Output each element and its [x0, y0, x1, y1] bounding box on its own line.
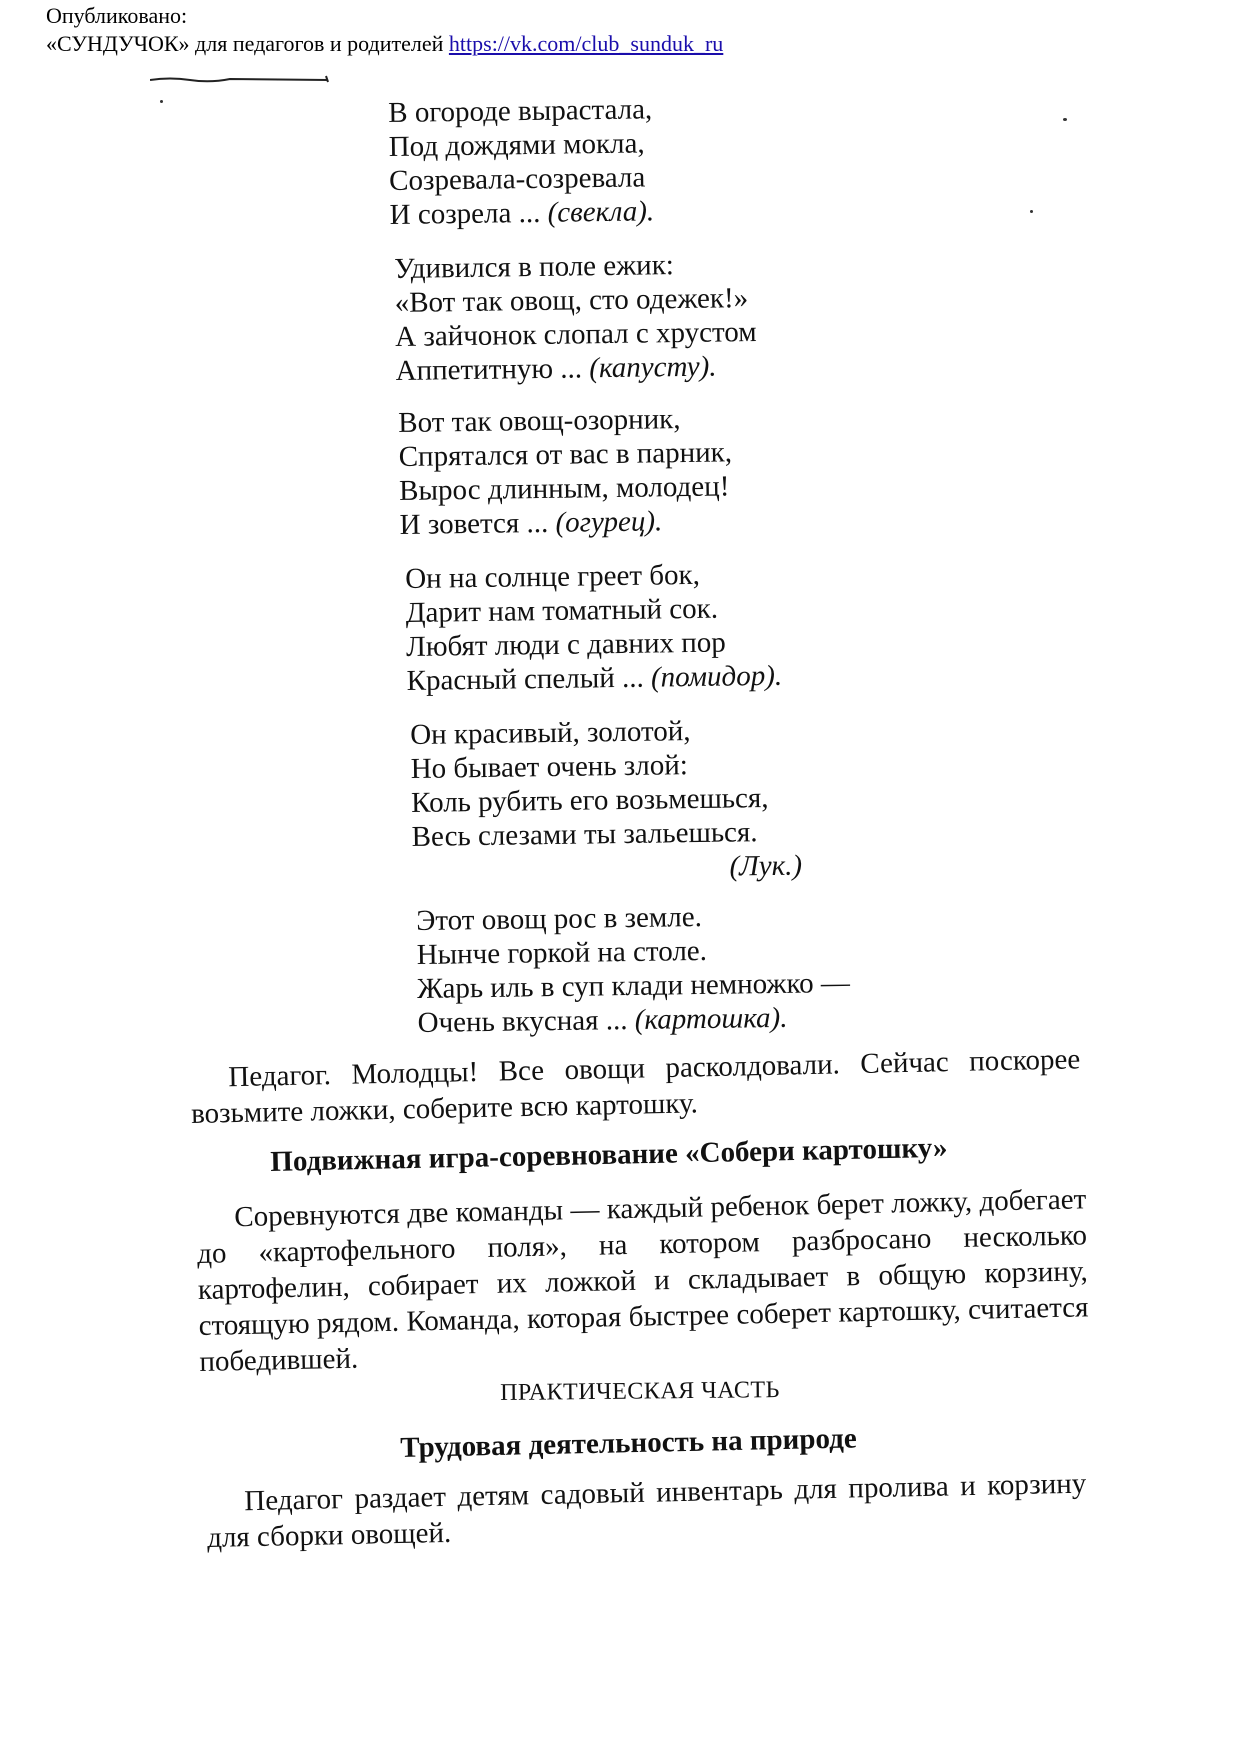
- riddle-line: Аппетитную ...: [395, 352, 583, 387]
- riddle-line: Удивился в поле ежик:: [394, 249, 675, 285]
- riddle-line: Он на солнце греет бок,: [405, 558, 701, 595]
- riddle-line: Спрятался от вас в парник,: [398, 436, 733, 473]
- riddle-line: Вырос длинным, молодец!: [398, 470, 730, 507]
- riddle-line: Но бывает очень злой:: [410, 749, 689, 785]
- game-paragraph: Соревнуются две команды — каждый ребенок берет ложку, добегает до «картофельного поля», на котором разбросано несколько картофелин, собирает их ложкой и складывает в общую корзину, стоящую рядом. Команда, которая быстрее соберет картошку, считается победившей.: [196, 1183, 1089, 1378]
- pen-scribble-mark: [150, 74, 330, 86]
- riddle-answer: (Лук.): [729, 849, 803, 883]
- riddle-line: Созревала-созревала: [388, 161, 646, 197]
- riddle-stanza: [416, 898, 851, 1040]
- group-link[interactable]: https://vk.com/club_sunduk_ru: [448, 31, 724, 56]
- riddle-line: Весь слезами ты зальешься.: [411, 816, 758, 853]
- riddle-line: Он красивый, золотой,: [410, 715, 691, 751]
- riddle-line: А зайчонок слопал с хрустом: [394, 315, 757, 353]
- riddle-line: И зовется ...: [399, 506, 549, 541]
- riddle-line: Вот так овощ-озорник,: [398, 403, 681, 439]
- practical-heading: ПРАКТИЧЕСКАЯ ЧАСТЬ: [500, 1377, 781, 1406]
- riddle-line: Коль рубить его возьмешься,: [410, 782, 769, 819]
- publication-header: [46, 2, 723, 58]
- riddle-line: Нынче горкой на столе.: [416, 934, 708, 971]
- riddle-line: Жарь иль в суп клади немножко —: [416, 966, 851, 1005]
- group-name: «СУНДУЧОК» для педагогов и родителей: [46, 31, 444, 56]
- riddle-answer: (помидор).: [650, 659, 783, 694]
- riddle-stanza: [410, 713, 802, 888]
- riddle-answer: (капусту).: [589, 350, 717, 385]
- riddle-line: Очень вкусная ...: [417, 1004, 628, 1039]
- game-heading: Подвижная игра-соревнование «Собери картошку»: [270, 1131, 948, 1178]
- riddle-line: Дарит нам томатный сок.: [405, 592, 719, 629]
- riddle-line: Красный спелый ...: [406, 661, 644, 697]
- scan-speck: [1030, 210, 1033, 213]
- riddle-line: Этот овощ рос в земле.: [416, 901, 703, 937]
- riddle-stanza: [388, 92, 654, 232]
- riddle-line: В огороде вырастала,: [388, 93, 653, 129]
- publisher-line: [46, 30, 723, 58]
- riddle-answer: (картошка).: [634, 1001, 788, 1036]
- teacher-paragraph: Педагог. Молодцы! Все овощи расколдовали. Сейчас поскорее возьмите ложки, соберите всю картошку.: [190, 1043, 1081, 1130]
- scan-speck: [1063, 118, 1067, 121]
- riddle-stanza: [394, 247, 757, 388]
- scan-speck: [160, 100, 163, 103]
- riddle-stanza: [405, 557, 782, 698]
- riddle-line: «Вот так овощ, сто одежек!»: [394, 282, 749, 319]
- riddle-answer: (свекла).: [547, 195, 655, 229]
- riddle-line: И созрела ...: [389, 196, 541, 231]
- published-label: Опубликовано:: [46, 3, 188, 28]
- riddle-answer: (огурец).: [555, 505, 663, 539]
- riddle-stanza: [398, 401, 733, 542]
- riddle-line: Под дождями мокла,: [388, 127, 645, 163]
- riddle-line: Любят люди с давних пор: [405, 626, 726, 663]
- labor-heading: Трудовая деятельность на природе: [400, 1422, 857, 1464]
- labor-paragraph: Педагог раздает детям садовый инвентарь для пролива и корзину для сборки овощей.: [206, 1467, 1087, 1554]
